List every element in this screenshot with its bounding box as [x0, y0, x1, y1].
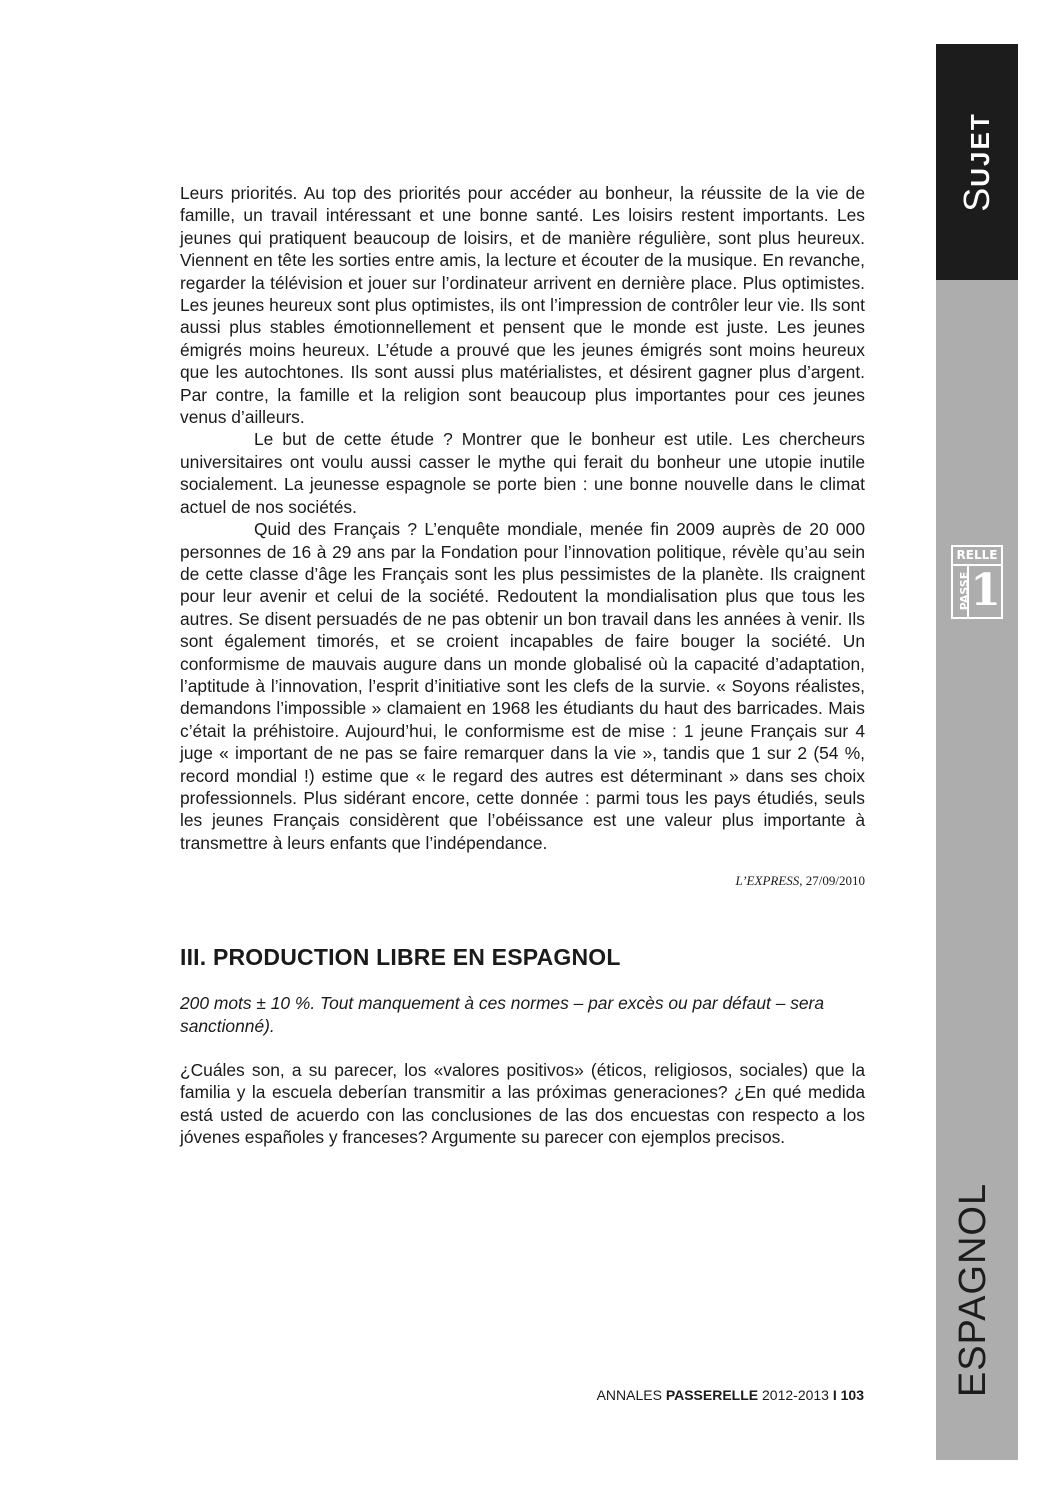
- sujet-initial: S: [956, 186, 997, 212]
- page-content: [180, 182, 865, 1149]
- section-instructions: 200 mots ± 10 %. Tout manquement à ces normes – par excès ou par défaut – sera sanctionné).: [180, 993, 825, 1036]
- sujet-label: [949, 62, 1005, 262]
- footer-years: 2012-2013: [758, 1387, 833, 1403]
- article-paragraph-3: Quid des Français ? L’enquête mondiale, menée fin 2009 auprès de 20 000 personnes de 16 à 29 ans par la Fondation pour l’innovation politique, révèle qu’au sein de cette classe d’âge les Français sont les plus pessimistes de la planète. Ils craignent pour leur avenir et celui de la société. Redoutent la mondialisation plus que tous les autres. Se disent persuadés de ne pas obtenir un bon travail dans les années à venir. Ils sont également timorés, et se croient incapables de faire bouger la société. Un conformisme de mauvais augure dans un monde globalisé où la capacité d’adaptation, l’aptitude à l’innovation, l’esprit d’initiative sont les clefs de la survie. « Soyons réalistes, demandons l’impossible » clamaient en 1968 les étudiants du haut des barricades. Mais c’était la préhistoire. Aujourd’hui, le conformisme est de mise : 1 jeune Français sur 4 juge « important de ne pas se faire remarquer dans la vie », tandis que 1 sur 2 (54 %, record mondial !) estime que « le regard des autres est déterminant » dans ses choix professionnels. Plus sidérant encore, cette donnée : parmi tous les pays étudiés, seuls les jeunes Français considèrent que l’obéissance est une valeur plus importante à transmettre à leurs enfants que l’indépendance.: [180, 519, 865, 853]
- logo-number: 1: [970, 565, 1001, 616]
- section-question: ¿Cuáles son, a su parecer, los «valores positivos» (éticos, religiosos, sociales) que la familia y la escuela deberían transmitir a las próximas generaciones? ¿En qué medida está usted de acuerdo con las conclusiones de las dos encuestas con respecto a los jóvenes españoles y franceses? Argumente su parecer con ejemplos precisos.: [180, 1060, 865, 1148]
- source-name: L’EXPRESS: [735, 873, 800, 889]
- article-source: [180, 872, 865, 890]
- passerelle-1-logo: [951, 545, 1003, 619]
- sujet-rest: UJET: [965, 112, 995, 187]
- page-footer: [597, 1386, 864, 1404]
- footer-prefix: ANNALES: [596, 1387, 666, 1403]
- article-paragraph-1: Leurs priorités. Au top des priorités pour accéder au bonheur, la réussite de la vie de famille, un travail intéressant et une bonne santé. Les loisirs restent importants. Les jeunes qui pratiquent beaucoup de loisirs, et de manière régulière, sont plus heureux. Viennent en tête les sorties entre amis, la lecture et écouter de la musique. En revanche, regarder la télévision et jouer sur l’ordinateur arrivent en dernière place. Plus optimistes. Les jeunes heureux sont plus optimistes, ils ont l’impression de contrôler leur vie. Ils sont aussi plus stables émotionnellement et pensent que le monde est juste. Les jeunes émigrés moins heureux. L’étude a prouvé que les jeunes émigrés sont moins heureux que les autochtones. Ils sont aussi plus matérialistes, et désirent gagner plus d’argent. Par contre, la famille et la religion sont beaucoup plus importantes pour ces jeunes venus d’ailleurs.: [180, 183, 865, 428]
- section-title: III. PRODUCTION LIBRE EN ESPAGNOL: [180, 944, 621, 971]
- article-paragraph-2: Le but de cette étude ? Montrer que le bonheur est utile. Les chercheurs universitaires ont voulu aussi casser le mythe qui ferait du bonheur une utopie inutile socialement. La jeunesse espagnole se porte bien : une bonne nouvelle dans le climat actuel de nos sociétés.: [180, 429, 865, 517]
- footer-brand: PASSERELLE: [665, 1387, 759, 1403]
- source-date: , 27/09/2010: [799, 873, 865, 889]
- subject-label: ESPAGNOL: [952, 1182, 994, 1398]
- logo-passe-text: PASSE: [958, 571, 971, 611]
- page-number: I 103: [832, 1387, 864, 1403]
- logo-relle-text: RELLE: [953, 547, 1001, 566]
